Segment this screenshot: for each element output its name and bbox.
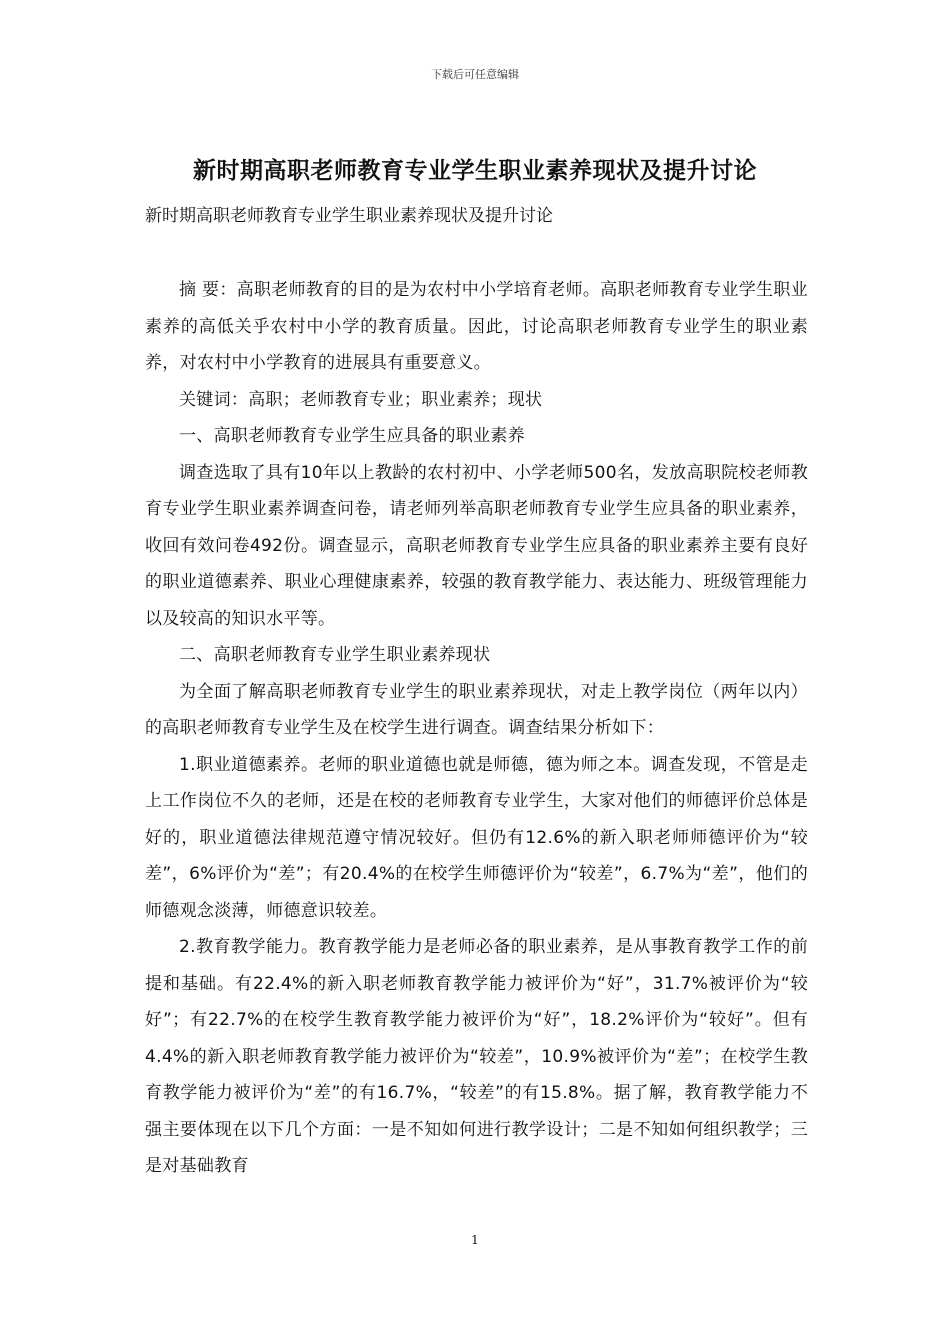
body-paragraph: 调查选取了具有10年以上教龄的农村初中、小学老师500名，发放高职院校老师教育专业学生职业素养调查问卷，请老师列举高职老师教育专业学生应具备的职业素养，收回有效问卷492份。调查显示，高职老师教育专业学生应具备的职业素养主要有良好的职业道德素养、职业心理健康素养，较强的教育教学能力、表达能力、班级管理能力以及较高的知识水平等。 — [145, 462, 808, 629]
keywords-paragraph: 关键词：高职；老师教育专业；职业素养；现状 — [179, 389, 543, 410]
body-paragraph: 为全面了解高职老师教育专业学生的职业素养现状，对走上教学岗位（两年以内）的高职老师教育专业学生及在校学生进行调查。调查结果分析如下： — [145, 681, 808, 738]
section-heading-2: 二、高职老师教育专业学生职业素养现状 — [179, 645, 491, 665]
body-paragraph: 1.职业道德素养。老师的职业道德也就是师德，德为师之本。调查发现，不管是走上工作岗位不久的老师，还是在校的老师教育专业学生，大家对他们的师德评价总体是好的，职业道德法律规范遵守情况较好。但仍有12.6%的新入职老师师德评价为“较差”，6%评价为“差”；有20.4%的在校学生师德评价为“较差”，6.7%为“差”，他们的师德观念淡薄，师德意识较差。 — [145, 754, 808, 921]
section-heading-1: 一、高职老师教育专业学生应具备的职业素养 — [179, 426, 525, 446]
page-number: 1 — [471, 1233, 479, 1247]
document-title: 新时期高职老师教育专业学生职业素养现状及提升讨论 — [193, 158, 757, 184]
document-subtitle: 新时期高职老师教育专业学生职业素养现状及提升讨论 — [145, 206, 553, 226]
body-paragraph: 2.教育教学能力。教育教学能力是老师必备的职业素养，是从事教育教学工作的前提和基础。有22.4%的新入职老师教育教学能力被评价为“好”，31.7%被评价为“较好”；有22.7%的在校学生教育教学能力被评价为“好”，18.2%评价为“较好”。但有4.4%的新入职老师教育教学能力被评价为“较差”，10.9%被评价为“差”；在校学生教育教学能力被评价为“差”的有16.7%，“较差”的有15.8%。据了解，教育教学能力不强主要体现在以下几个方面：一是不知如何进行教学设计；二是不知如何组织教学；三是对基础教育 — [145, 937, 808, 1176]
document-body — [145, 272, 808, 1185]
abstract-paragraph: 摘 要：高职老师教育的目的是为农村中小学培育老师。高职老师教育专业学生职业素养的高低关乎农村中小学的教育质量。因此，讨论高职老师教育专业学生的职业素养，对农村中小学教育的进展具有重要意义。 — [145, 280, 808, 373]
header-note: 下载后可任意编辑 — [431, 68, 519, 81]
